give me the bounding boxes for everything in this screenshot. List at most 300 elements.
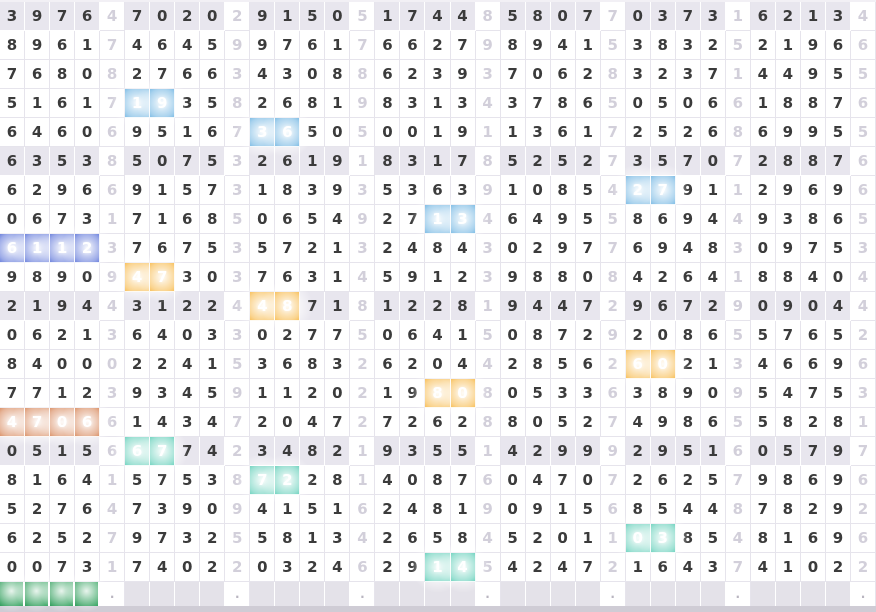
digit-cell: 7: [200, 176, 225, 205]
digit-cell: 5: [576, 205, 601, 234]
digit-cell: 5: [751, 379, 776, 408]
separator-digit-cell: 5: [225, 205, 250, 234]
highlight-cell-blue: 7: [651, 176, 676, 205]
digit-cell: 2: [776, 2, 801, 31]
digit-cell: 0: [576, 263, 601, 292]
digit-cell: 0: [50, 350, 75, 379]
digit-cell: 6: [801, 350, 826, 379]
digit-cell: 7: [0, 60, 25, 89]
digit-cell: 9: [175, 495, 200, 524]
digit-cell: 4: [325, 553, 350, 582]
digit-cell: 9: [325, 147, 350, 176]
digit-cell: 3: [626, 379, 651, 408]
digit-cell: 3: [0, 2, 25, 31]
digit-cell: 3: [400, 147, 425, 176]
bottom-cell: [826, 582, 851, 606]
digit-cell: 2: [125, 350, 150, 379]
digit-cell: 5: [651, 89, 676, 118]
separator-digit-cell: 5: [350, 321, 375, 350]
digit-cell: 1: [275, 495, 300, 524]
separator-digit-cell: 3: [225, 176, 250, 205]
separator-digit-cell: 7: [601, 234, 626, 263]
digit-cell: 0: [175, 553, 200, 582]
digit-cell: 2: [200, 553, 225, 582]
digit-cell: 2: [676, 118, 701, 147]
separator-digit-cell: 7: [100, 31, 125, 60]
separator-digit-cell: 3: [851, 379, 876, 408]
separator-digit-cell: 7: [726, 466, 751, 495]
digit-cell: 8: [626, 205, 651, 234]
separator-digit-cell: 3: [225, 60, 250, 89]
digit-cell: 7: [175, 147, 200, 176]
digit-cell: 6: [0, 176, 25, 205]
digit-cell: 9: [25, 31, 50, 60]
digit-cell: 4: [175, 379, 200, 408]
digit-cell: 2: [400, 60, 425, 89]
bottom-dot-cell: .: [225, 582, 250, 606]
digit-cell: 1: [150, 205, 175, 234]
digit-cell: 7: [751, 495, 776, 524]
digit-cell: 1: [801, 2, 826, 31]
separator-digit-cell: 8: [476, 2, 501, 31]
digit-cell: 8: [801, 89, 826, 118]
digit-cell: 0: [501, 234, 526, 263]
digit-cell: 3: [200, 466, 225, 495]
digit-cell: 2: [375, 524, 400, 553]
digit-cell: 2: [801, 408, 826, 437]
digit-cell: 7: [50, 205, 75, 234]
separator-digit-cell: 2: [851, 553, 876, 582]
digit-cell: 5: [501, 524, 526, 553]
digit-cell: 5: [300, 2, 325, 31]
digit-cell: 3: [125, 292, 150, 321]
digit-cell: 3: [400, 89, 425, 118]
digit-cell: 5: [826, 118, 851, 147]
digit-cell: 2: [626, 118, 651, 147]
digit-cell: 1: [250, 176, 275, 205]
digit-cell: 4: [526, 292, 551, 321]
bottom-dot-cell: .: [100, 582, 125, 606]
digit-cell: 2: [701, 31, 726, 60]
digit-cell: 0: [526, 408, 551, 437]
digit-cell: 8: [526, 2, 551, 31]
digit-cell: 7: [275, 31, 300, 60]
separator-digit-cell: 9: [225, 379, 250, 408]
digit-cell: 5: [826, 234, 851, 263]
digit-cell: 6: [175, 60, 200, 89]
digit-cell: 0: [626, 89, 651, 118]
result-cell-green: [25, 582, 50, 606]
digit-cell: 0: [200, 263, 225, 292]
digit-cell: 2: [250, 89, 275, 118]
separator-digit-cell: 4: [350, 524, 375, 553]
digit-cell: 4: [501, 437, 526, 466]
digit-cell: 5: [50, 524, 75, 553]
separator-digit-cell: 1: [476, 118, 501, 147]
digit-cell: 7: [676, 2, 701, 31]
digit-cell: 9: [826, 466, 851, 495]
digit-cell: 7: [150, 524, 175, 553]
digit-cell: 3: [626, 60, 651, 89]
digit-cell: 3: [300, 263, 325, 292]
digit-cell: 6: [50, 31, 75, 60]
bottom-cell: [200, 582, 225, 606]
digit-cell: 2: [676, 466, 701, 495]
digit-cell: 6: [551, 118, 576, 147]
bottom-cell: [776, 582, 801, 606]
digit-cell: 5: [425, 524, 450, 553]
digit-cell: 7: [576, 292, 601, 321]
highlight-cell-blue: 9: [150, 89, 175, 118]
highlight-cell-teal: 7: [150, 437, 175, 466]
digit-cell: 5: [651, 495, 676, 524]
digit-cell: 6: [751, 2, 776, 31]
digit-cell: 8: [701, 234, 726, 263]
digit-cell: 2: [175, 292, 200, 321]
digit-cell: 6: [776, 350, 801, 379]
digit-cell: 3: [676, 31, 701, 60]
digit-cell: 2: [175, 2, 200, 31]
digit-cell: 3: [701, 553, 726, 582]
digit-cell: 6: [150, 234, 175, 263]
separator-digit-cell: 5: [601, 31, 626, 60]
digit-cell: 6: [175, 205, 200, 234]
digit-cell: 4: [400, 234, 425, 263]
separator-digit-cell: 8: [601, 60, 626, 89]
digit-cell: 5: [200, 147, 225, 176]
digit-cell: 2: [300, 234, 325, 263]
digit-cell: 6: [751, 118, 776, 147]
digit-cell: 9: [400, 263, 425, 292]
digit-cell: 7: [125, 234, 150, 263]
digit-cell: 5: [250, 524, 275, 553]
digit-cell: 1: [75, 31, 100, 60]
digit-cell: 0: [75, 350, 100, 379]
digit-cell: 0: [0, 321, 25, 350]
highlight-cell-brick: 0: [50, 408, 75, 437]
digit-cell: 2: [50, 321, 75, 350]
digit-cell: 5: [0, 89, 25, 118]
digit-cell: 1: [300, 524, 325, 553]
digit-cell: 0: [651, 321, 676, 350]
digit-cell: 2: [526, 524, 551, 553]
separator-digit-cell: 7: [726, 147, 751, 176]
digit-cell: 2: [701, 292, 726, 321]
separator-digit-cell: 1: [601, 524, 626, 553]
separator-digit-cell: 3: [225, 234, 250, 263]
digit-cell: 5: [50, 147, 75, 176]
digit-cell: 0: [0, 437, 25, 466]
digit-cell: 0: [0, 553, 25, 582]
digit-cell: 1: [551, 495, 576, 524]
digit-cell: 9: [676, 205, 701, 234]
digit-cell: 6: [576, 89, 601, 118]
digit-cell: 7: [175, 437, 200, 466]
separator-digit-cell: 9: [601, 321, 626, 350]
digit-cell: 0: [75, 263, 100, 292]
digit-cell: 9: [25, 2, 50, 31]
bottom-cell: [325, 582, 350, 606]
digit-cell: 8: [776, 495, 801, 524]
digit-cell: 2: [300, 553, 325, 582]
digit-cell: 1: [501, 176, 526, 205]
separator-digit-cell: 4: [100, 2, 125, 31]
digit-cell: 2: [576, 60, 601, 89]
digit-cell: 1: [576, 31, 601, 60]
separator-digit-cell: 7: [601, 466, 626, 495]
digit-cell: 8: [751, 524, 776, 553]
separator-digit-cell: 1: [350, 466, 375, 495]
result-cell-green: [75, 582, 100, 606]
digit-cell: 0: [501, 495, 526, 524]
digit-cell: 6: [275, 205, 300, 234]
highlight-cell-blue: 1: [125, 89, 150, 118]
separator-digit-cell: 5: [601, 205, 626, 234]
digit-cell: 5: [526, 379, 551, 408]
digit-cell: 7: [0, 379, 25, 408]
digit-cell: 9: [776, 118, 801, 147]
digit-cell: 8: [776, 89, 801, 118]
digit-cell: 7: [25, 379, 50, 408]
digit-cell: 6: [826, 31, 851, 60]
digit-cell: 3: [451, 176, 476, 205]
digit-cell: 6: [425, 408, 450, 437]
digit-cell: 7: [801, 437, 826, 466]
separator-digit-cell: 8: [476, 379, 501, 408]
separator-digit-cell: 6: [476, 466, 501, 495]
separator-digit-cell: 2: [601, 350, 626, 379]
digit-cell: 9: [125, 118, 150, 147]
digit-cell: 3: [200, 321, 225, 350]
digit-cell: 1: [751, 89, 776, 118]
digit-cell: 8: [526, 263, 551, 292]
digit-cell: 4: [175, 31, 200, 60]
digit-cell: 2: [0, 292, 25, 321]
digit-cell: 2: [751, 147, 776, 176]
digit-cell: 8: [651, 379, 676, 408]
digit-cell: 7: [776, 321, 801, 350]
separator-digit-cell: 5: [476, 553, 501, 582]
digit-cell: 0: [425, 350, 450, 379]
separator-digit-cell: 7: [601, 147, 626, 176]
highlight-cell-teal: 0: [626, 524, 651, 553]
highlight-cell-blue: 6: [275, 118, 300, 147]
separator-digit-cell: 2: [350, 408, 375, 437]
digit-cell: 8: [0, 350, 25, 379]
digit-cell: 0: [150, 2, 175, 31]
digit-cell: 4: [400, 495, 425, 524]
digit-cell: 0: [751, 292, 776, 321]
digit-cell: 5: [175, 176, 200, 205]
separator-digit-cell: 7: [601, 118, 626, 147]
digit-cell: 8: [25, 263, 50, 292]
highlight-cell-brick: 6: [75, 408, 100, 437]
digit-cell: 9: [626, 292, 651, 321]
separator-digit-cell: 9: [476, 495, 501, 524]
separator-digit-cell: 1: [476, 292, 501, 321]
digit-cell: 3: [75, 205, 100, 234]
separator-digit-cell: 6: [350, 553, 375, 582]
digit-cell: 7: [400, 2, 425, 31]
digit-cell: 4: [25, 118, 50, 147]
digit-cell: 4: [701, 495, 726, 524]
digit-cell: 3: [676, 60, 701, 89]
digit-cell: 5: [751, 408, 776, 437]
digit-cell: 7: [676, 292, 701, 321]
digit-cell: 2: [826, 553, 851, 582]
digit-cell: 6: [25, 205, 50, 234]
digit-cell: 6: [701, 118, 726, 147]
digit-cell: 4: [425, 321, 450, 350]
digit-cell: 6: [400, 31, 425, 60]
separator-digit-cell: 2: [350, 350, 375, 379]
highlight-cell-blue: 2: [626, 176, 651, 205]
highlight-cell-dark-blue: 1: [50, 234, 75, 263]
digit-cell: 4: [200, 408, 225, 437]
separator-digit-cell: 8: [476, 408, 501, 437]
digit-cell: 1: [576, 118, 601, 147]
digit-cell: 1: [25, 466, 50, 495]
digit-cell: 0: [250, 553, 275, 582]
digit-cell: 5: [576, 495, 601, 524]
digit-cell: 6: [0, 118, 25, 147]
digit-cell: 4: [626, 263, 651, 292]
bottom-dot-cell: .: [350, 582, 375, 606]
digit-cell: 2: [626, 437, 651, 466]
separator-digit-cell: 6: [100, 176, 125, 205]
digit-cell: 1: [325, 89, 350, 118]
digit-cell: 2: [400, 350, 425, 379]
bottom-cell: [375, 582, 400, 606]
digit-cell: 5: [551, 350, 576, 379]
digit-cell: 8: [776, 408, 801, 437]
digit-cell: 7: [826, 147, 851, 176]
digit-cell: 1: [50, 379, 75, 408]
bottom-cell: [576, 582, 601, 606]
digit-cell: 6: [50, 466, 75, 495]
bottom-dot-cell: .: [476, 582, 501, 606]
digit-cell: 4: [751, 553, 776, 582]
digit-cell: 4: [451, 234, 476, 263]
digit-cell: 4: [676, 234, 701, 263]
digit-cell: 6: [200, 118, 225, 147]
digit-cell: 2: [325, 437, 350, 466]
digit-cell: 2: [526, 234, 551, 263]
digit-cell: 6: [50, 118, 75, 147]
digit-cell: 2: [25, 495, 50, 524]
digit-cell: 9: [776, 292, 801, 321]
digit-cell: 1: [701, 350, 726, 379]
digit-cell: 6: [375, 350, 400, 379]
separator-digit-cell: 5: [225, 350, 250, 379]
digit-cell: 5: [651, 118, 676, 147]
separator-digit-cell: 3: [100, 379, 125, 408]
digit-cell: 0: [501, 466, 526, 495]
digit-cell: 4: [776, 60, 801, 89]
digit-cell: 9: [676, 379, 701, 408]
digit-cell: 1: [325, 495, 350, 524]
digit-cell: 5: [375, 263, 400, 292]
digit-cell: 3: [250, 350, 275, 379]
separator-digit-cell: 7: [601, 2, 626, 31]
bottom-cell: [701, 582, 726, 606]
digit-cell: 5: [701, 524, 726, 553]
digit-cell: 0: [526, 60, 551, 89]
separator-digit-cell: 4: [726, 524, 751, 553]
digit-cell: 7: [576, 234, 601, 263]
digit-cell: 8: [676, 321, 701, 350]
digit-cell: 9: [826, 437, 851, 466]
digit-cell: 6: [300, 31, 325, 60]
digit-cell: 5: [676, 437, 701, 466]
digit-cell: 1: [451, 321, 476, 350]
separator-digit-cell: 3: [476, 60, 501, 89]
digit-cell: 0: [826, 263, 851, 292]
digit-cell: 9: [325, 176, 350, 205]
separator-digit-cell: 6: [601, 379, 626, 408]
separator-digit-cell: 6: [100, 408, 125, 437]
digit-cell: 0: [325, 379, 350, 408]
bottom-dot-cell: .: [851, 582, 876, 606]
digit-cell: 2: [801, 495, 826, 524]
digit-cell: 7: [300, 321, 325, 350]
digit-cell: 6: [0, 147, 25, 176]
digit-cell: 2: [526, 147, 551, 176]
separator-digit-cell: 6: [851, 89, 876, 118]
bottom-cell: [175, 582, 200, 606]
digit-cell: 9: [776, 176, 801, 205]
separator-digit-cell: 1: [726, 176, 751, 205]
digit-cell: 3: [150, 495, 175, 524]
digit-cell: 9: [526, 495, 551, 524]
digit-cell: 3: [175, 408, 200, 437]
highlight-cell-brick: 7: [25, 408, 50, 437]
bottom-cell: [150, 582, 175, 606]
highlight-cell-dark-blue: 1: [25, 234, 50, 263]
digit-cell: 2: [501, 350, 526, 379]
digit-cell: 0: [250, 321, 275, 350]
digit-cell: 9: [501, 292, 526, 321]
digit-cell: 6: [400, 524, 425, 553]
digit-cell: 0: [300, 60, 325, 89]
digit-cell: 3: [300, 176, 325, 205]
separator-digit-cell: 7: [225, 118, 250, 147]
separator-digit-cell: 5: [851, 60, 876, 89]
digit-cell: 8: [200, 205, 225, 234]
separator-digit-cell: 2: [225, 437, 250, 466]
separator-digit-cell: 9: [225, 495, 250, 524]
digit-cell: 0: [801, 553, 826, 582]
digit-cell: 0: [701, 379, 726, 408]
digit-cell: 4: [626, 408, 651, 437]
digit-cell: 9: [50, 292, 75, 321]
highlight-cell-orange: 8: [425, 379, 450, 408]
digit-cell: 9: [826, 350, 851, 379]
digit-cell: 8: [826, 408, 851, 437]
digit-cell: 8: [325, 466, 350, 495]
digit-cell: 5: [125, 466, 150, 495]
digit-cell: 0: [75, 60, 100, 89]
digit-cell: 1: [701, 176, 726, 205]
digit-cell: 7: [325, 408, 350, 437]
digit-cell: 5: [200, 379, 225, 408]
separator-digit-cell: 6: [851, 31, 876, 60]
digit-cell: 3: [776, 205, 801, 234]
digit-cell: 3: [175, 263, 200, 292]
digit-cell: 2: [576, 147, 601, 176]
separator-digit-cell: 6: [100, 118, 125, 147]
digit-cell: 5: [701, 466, 726, 495]
